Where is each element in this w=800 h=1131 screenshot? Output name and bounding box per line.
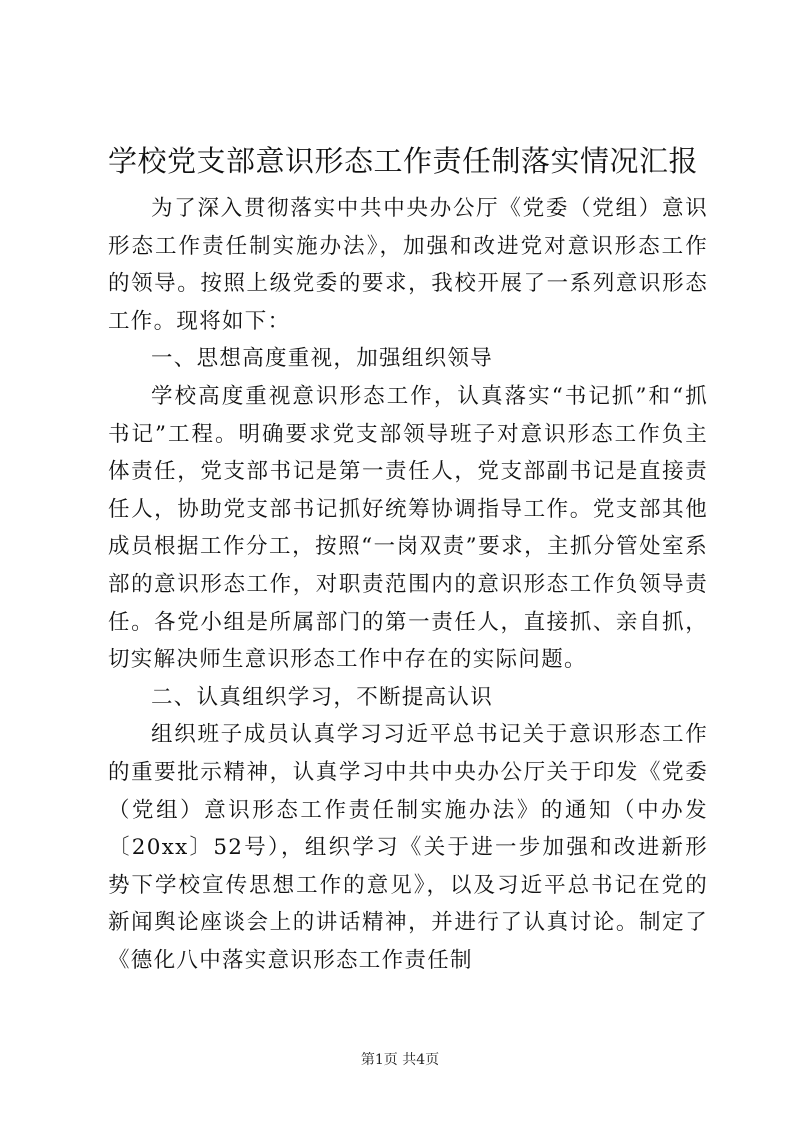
paragraph-section-2: 组织班子成员认真学习习近平总书记关于意识形态工作的重要批示精神，认真学习中共中央办公厅关于印发《党委（党组）意识形态工作责任制实施办法》的通知（中办发〔20xx〕52号），组织学习《关于进一步加强和改进新形势下学校宣传思想工作的意见》，以及习近平总书记在党的新闻舆论座谈会上的讲话精神，并进行了认真讨论。制定了《德化八中落实意识形态工作责任制 <box>108 722 708 973</box>
document-body <box>108 190 708 979</box>
section-heading-2: 二、认真组织学习，不断提高认识 <box>151 684 494 710</box>
page-number-footer: 第1页 共4页 <box>360 1052 440 1068</box>
document-title: 学校党支部意识形态工作责任制落实情况汇报 <box>108 144 699 178</box>
paragraph-intro: 为了深入贯彻落实中共中央办公厅《党委（党组）意识形态工作责任制实施办法》，加强和改进党对意识形态工作的领导。按照上级党委的要求，我校开展了一系列意识形态工作。现将如下： <box>108 196 708 334</box>
section-heading-1: 一、思想高度重视，加强组织领导 <box>151 346 494 372</box>
paragraph-section-1: 学校高度重视意识形态工作，认真落实“书记抓”和“抓书记”工程。明确要求党支部领导班子对意识形态工作负主体责任，党支部书记是第一责任人，党支部副书记是直接责任人，协助党支部书记抓好统筹协调指导工作。党支部其他成员根据工作分工，按照“一岗双责”要求，主抓分管处室系部的意识形态工作，对职责范围内的意识形态工作负领导责任。各党小组是所属部门的第一责任人，直接抓、亲自抓，切实解决师生意识形态工作中存在的实际问题。 <box>108 383 708 673</box>
